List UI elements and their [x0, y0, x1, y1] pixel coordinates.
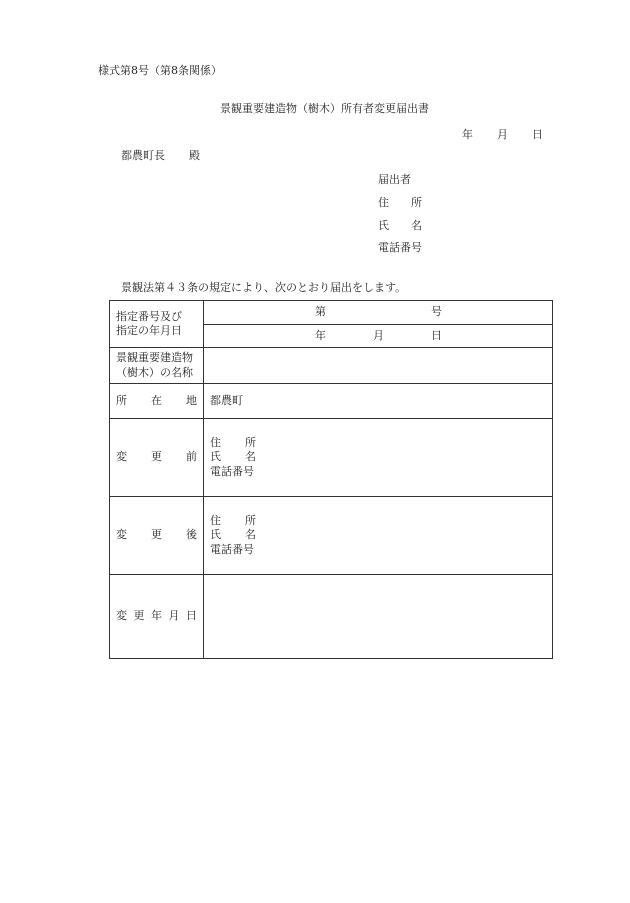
after-address-label: 住 所 — [210, 514, 256, 528]
location-label-char: 在 — [151, 393, 162, 407]
change-date-label-char: 変 — [116, 609, 127, 623]
filer-name-label: 氏 名 — [378, 219, 422, 232]
location-value[interactable]: 都農町 — [204, 384, 553, 419]
designation-label-line2: 指定の年月日 — [116, 324, 182, 337]
before-change-value[interactable] — [204, 419, 553, 497]
before-label-char: 前 — [186, 450, 197, 464]
structure-name-label — [110, 348, 204, 384]
before-address-label: 住 所 — [210, 436, 256, 450]
after-name-label: 氏 名 — [210, 528, 256, 542]
change-date-label — [110, 575, 204, 659]
date-day-label: 日 — [532, 128, 543, 141]
structure-name-value[interactable] — [204, 348, 553, 384]
addressee-name: 都農町長 — [121, 149, 165, 162]
after-label-char: 更 — [151, 528, 162, 542]
addressee — [121, 150, 200, 161]
form-number: 様式第8号（第8条関係） — [98, 64, 222, 77]
change-date-label-char: 日 — [186, 609, 197, 623]
designation-day: 日 — [431, 328, 442, 342]
after-phone-label: 電話番号 — [210, 542, 254, 556]
structure-name-label-line1: 景観重要建造物 — [116, 351, 193, 365]
before-change-label — [110, 419, 204, 497]
location-label-char: 地 — [186, 393, 197, 407]
before-phone-label: 電話番号 — [210, 464, 254, 478]
designation-label-line1: 指定番号及び — [116, 309, 182, 323]
designation-number-cell[interactable] — [204, 301, 553, 325]
addressee-honorific: 殿 — [189, 149, 200, 162]
number-suffix: 号 — [431, 305, 442, 319]
before-label-char: 変 — [116, 450, 127, 464]
location-label-char: 所 — [116, 393, 127, 407]
designation-date-cell[interactable] — [204, 325, 553, 348]
location-label — [110, 384, 204, 419]
structure-name-label-line2: （樹木）の名称 — [116, 365, 193, 379]
change-date-label-char: 更 — [133, 609, 145, 623]
change-date-label-char: 年 — [151, 609, 162, 623]
after-label-char: 後 — [186, 528, 197, 542]
designation-label — [110, 301, 204, 348]
designation-month: 月 — [373, 328, 384, 342]
number-prefix: 第 — [315, 305, 326, 319]
filer-label: 届出者 — [378, 173, 411, 186]
notification-table — [109, 300, 553, 659]
date-year-label: 年 — [462, 128, 473, 141]
date-month-label: 月 — [497, 128, 508, 141]
filer-phone-label: 電話番号 — [378, 241, 422, 254]
after-change-value[interactable] — [204, 497, 553, 575]
intro-statement: 景観法第４３条の規定により、次のとおり届出をします。 — [121, 281, 407, 294]
filer-address-label: 住 所 — [378, 196, 422, 209]
after-change-label — [110, 497, 204, 575]
designation-year: 年 — [315, 328, 326, 342]
after-label-char: 変 — [116, 528, 127, 542]
document-title: 景観重要建造物（樹木）所有者変更届出書 — [220, 102, 429, 115]
before-label-char: 更 — [151, 450, 162, 464]
change-date-label-char: 月 — [168, 609, 180, 623]
change-date-value[interactable] — [204, 575, 553, 659]
before-name-label: 氏 名 — [210, 450, 256, 464]
